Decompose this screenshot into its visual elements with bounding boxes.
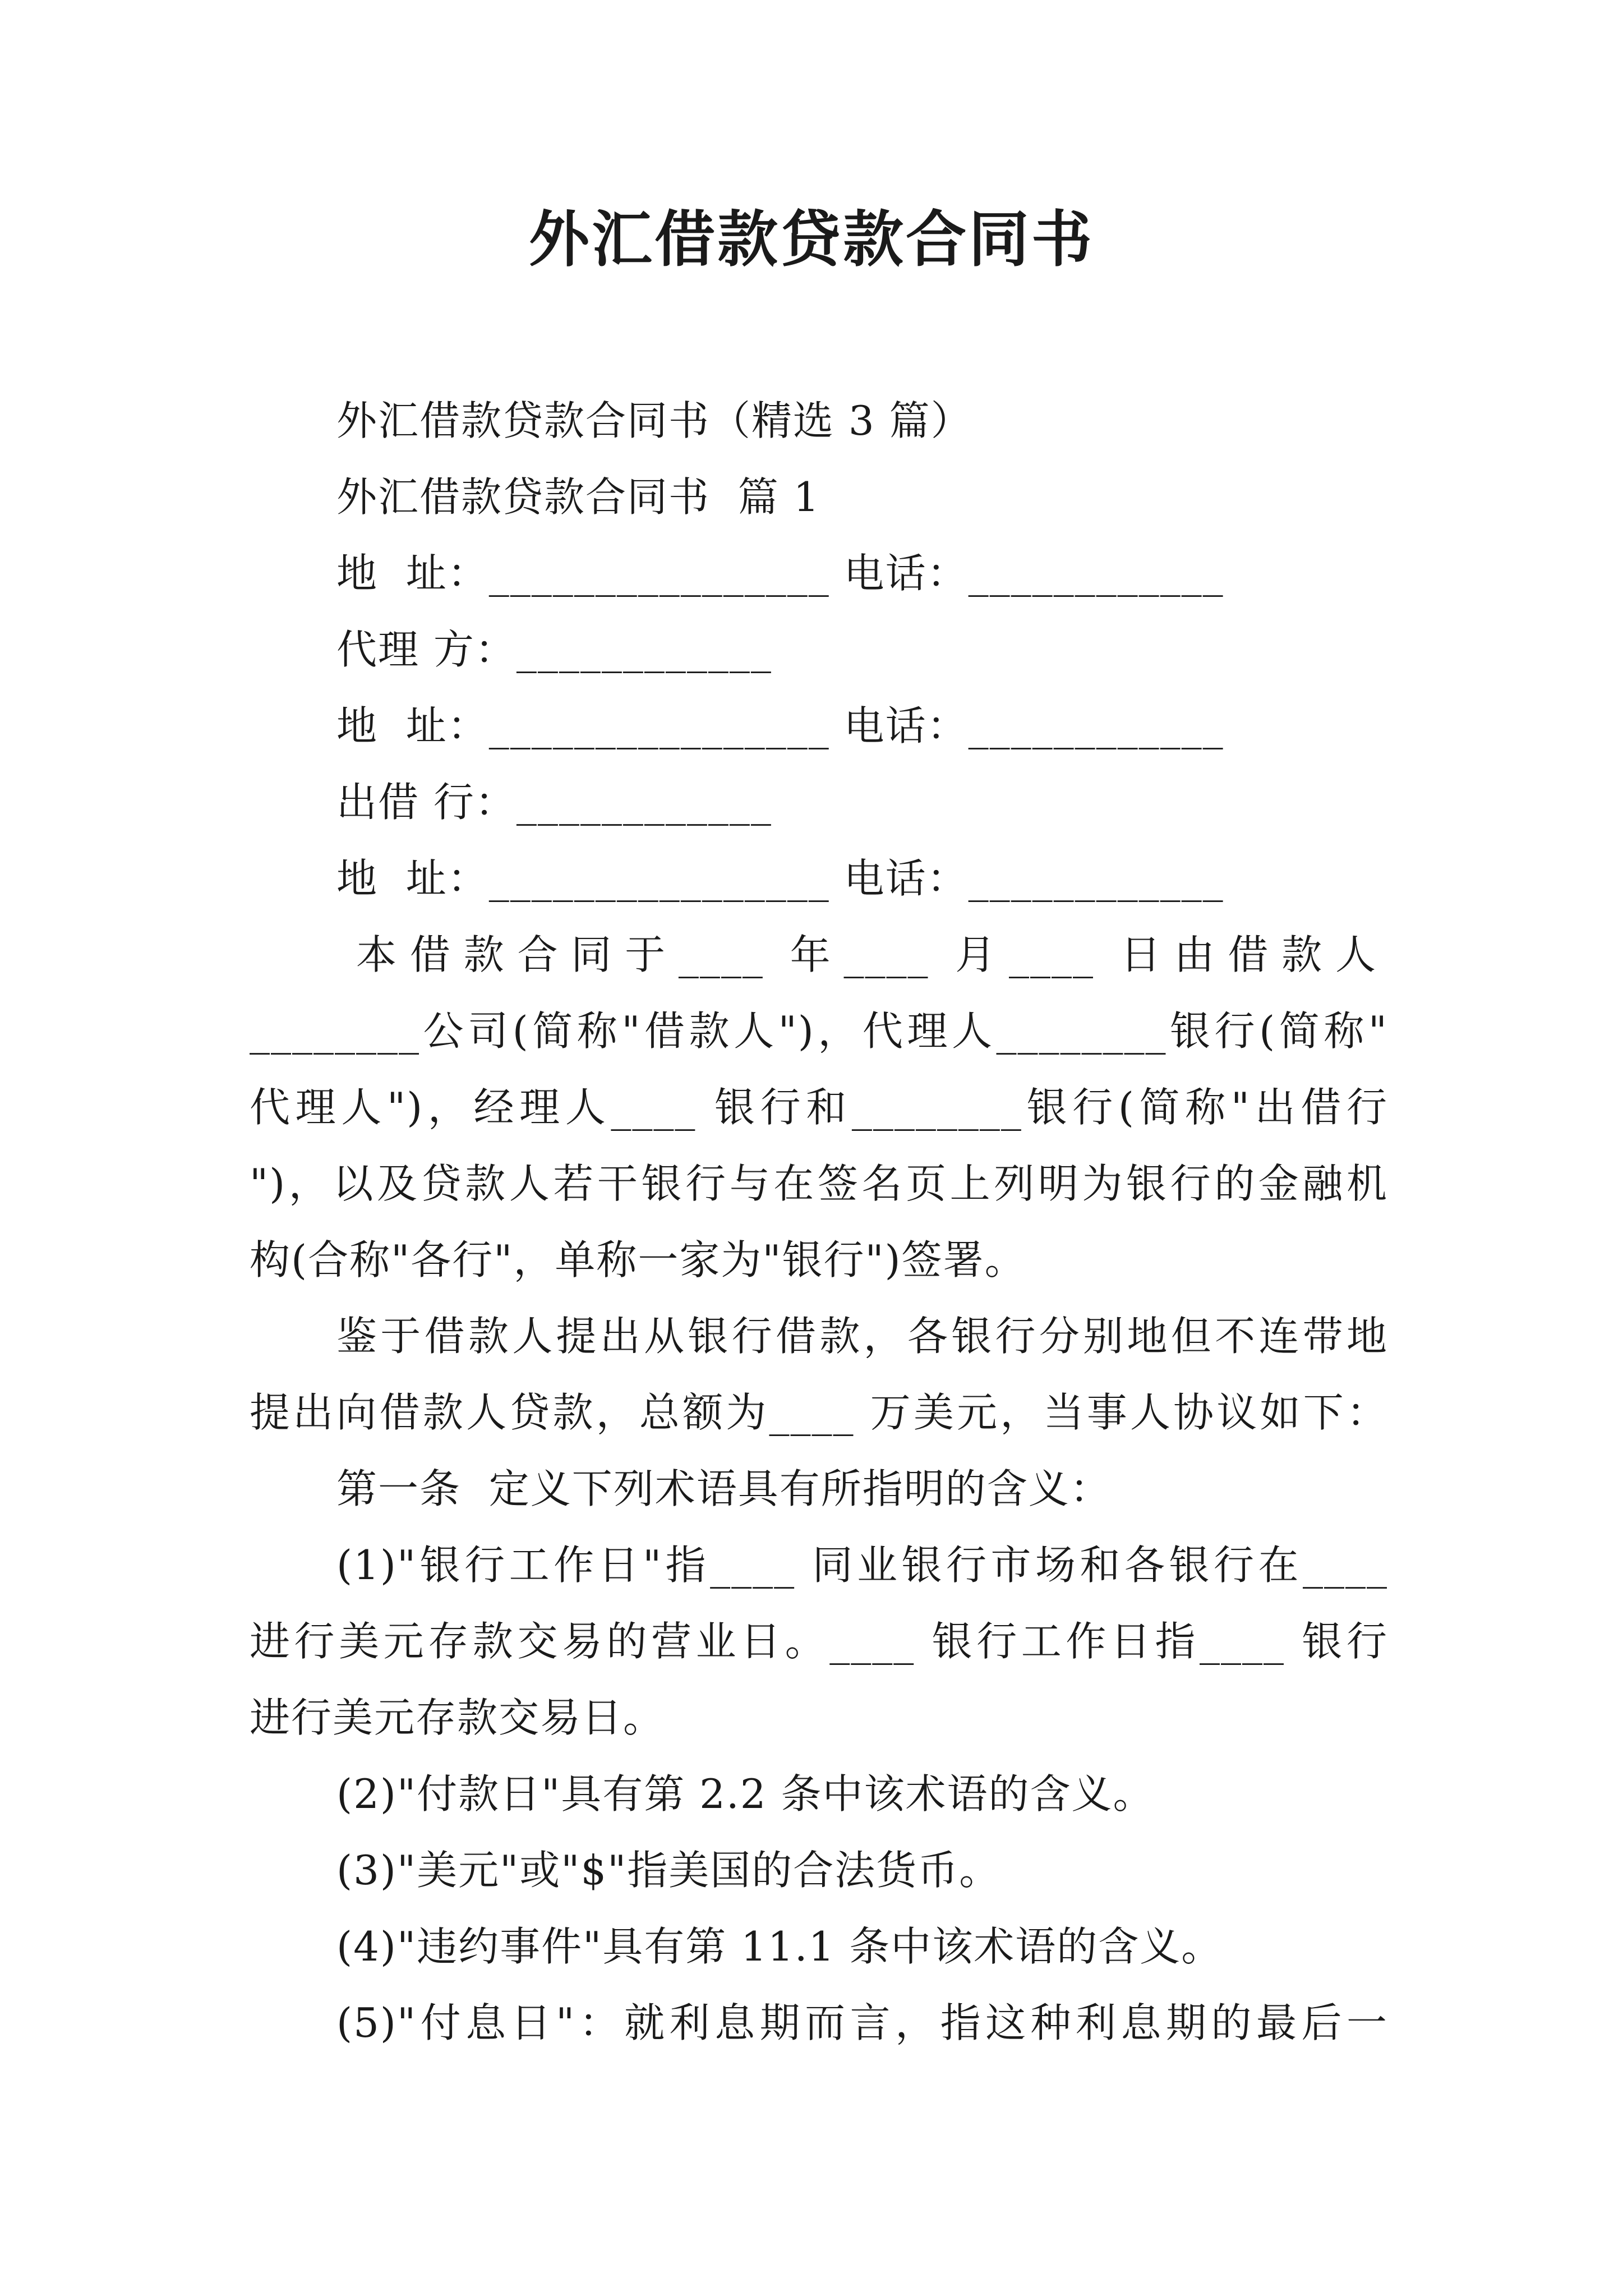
paragraph-line: 代理人")，经理人____ 银行和________银行(简称"出借行	[250, 1084, 1388, 1131]
article-heading: 第一条 定义下列术语具有所指明的含义：	[336, 1465, 1112, 1512]
document-title: 外汇借款贷款合同书	[528, 204, 1094, 275]
paragraph-line: 构(合称"各行"，单称一家为"银行")签署。	[250, 1236, 1026, 1283]
definition-line: 进行美元存款交易的营业日。____ 银行工作日指____ 银行	[250, 1618, 1388, 1665]
lender-line: 出借 行：____________	[336, 779, 772, 826]
paragraph-line: 本借款合同于____ 年____ 月____ 日由借款人	[356, 931, 1377, 978]
definition-line: 进行美元存款交易日。	[250, 1694, 665, 1741]
definition-line: (4)"违约事件"具有第 11.1 条中该术语的含义。	[336, 1923, 1223, 1970]
definition-line: (3)"美元"或"$"指美国的合法货币。	[336, 1847, 1001, 1894]
definition-line: (2)"付款日"具有第 2.2 条中该术语的含义。	[336, 1770, 1155, 1818]
address-phone-line: 地 址：________________ 电话：____________	[336, 550, 1224, 597]
definition-line: (5)"付息日"：就利息期而言，指这种利息期的最后一	[336, 1999, 1388, 2046]
paragraph-line: 提出向借款人贷款，总额为____ 万美元，当事人协议如下：	[250, 1389, 1388, 1436]
paragraph-line: 鉴于借款人提出从银行借款，各银行分别地但不连带地	[336, 1313, 1388, 1360]
address-phone-line: 地 址：________________ 电话：____________	[336, 702, 1224, 749]
definition-line: (1)"银行工作日"指____ 同业银行市场和各银行在____	[336, 1542, 1388, 1589]
subtitle-line: 外汇借款贷款合同书（精选 3 篇）	[336, 397, 972, 444]
agent-line: 代理 方：____________	[336, 626, 772, 673]
section-heading: 外汇借款贷款合同书 篇 1	[336, 473, 820, 521]
address-phone-line: 地 址：________________ 电话：____________	[336, 855, 1224, 902]
paragraph-line: ")，以及贷款人若干银行与在签名页上列明为银行的金融机	[250, 1160, 1388, 1207]
paragraph-line: ________公司(简称"借款人")，代理人________银行(简称"	[250, 1007, 1388, 1055]
